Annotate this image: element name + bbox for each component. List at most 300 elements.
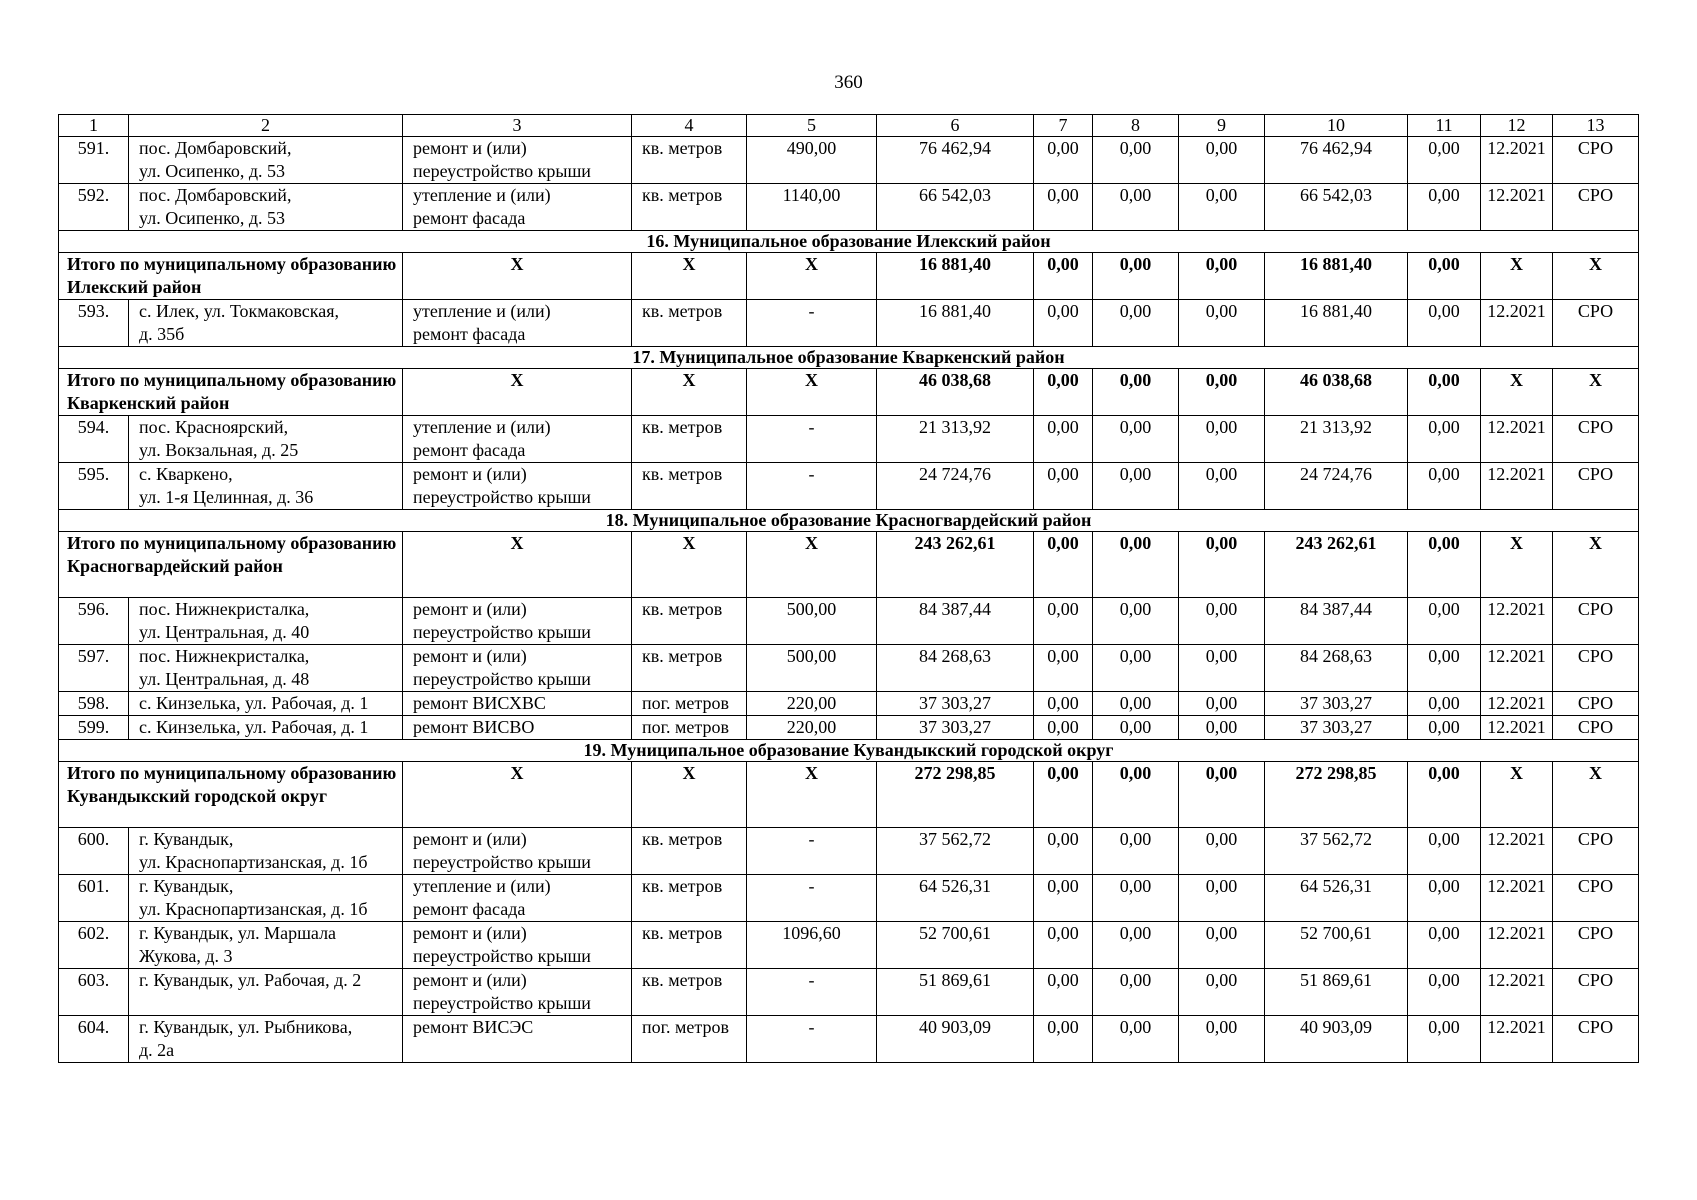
line-1: ремонт ВИСЭС <box>413 1017 534 1037</box>
col8-cell: 0,00 <box>1093 875 1179 922</box>
date-cell: 12.2021 <box>1481 598 1553 645</box>
total-cost-cell: 51 869,61 <box>877 969 1034 1016</box>
code-cell: СРО <box>1553 645 1639 692</box>
line-2: ремонт фасада <box>413 208 526 228</box>
address-cell <box>129 137 403 184</box>
column-header: 1 <box>59 115 129 137</box>
unit-cell: пог. метров <box>632 1016 747 1063</box>
column-header: 12 <box>1481 115 1553 137</box>
quantity-cell: 1096,60 <box>747 922 877 969</box>
column-number-header-row <box>59 115 1639 137</box>
line-1: ремонт и (или) <box>413 464 527 484</box>
date-cell: 12.2021 <box>1481 137 1553 184</box>
row-number: 599. <box>59 716 129 740</box>
col10-cell: 37 303,27 <box>1265 716 1408 740</box>
subtotal-col11: 0,00 <box>1408 762 1481 828</box>
line-1: ремонт ВИСХВС <box>413 693 546 713</box>
code-cell: СРО <box>1553 463 1639 510</box>
subtotal-label: Итого по муниципальному образованию Кваркенский район <box>59 369 403 416</box>
work-type-cell <box>403 416 632 463</box>
line-2: ул. 1-я Целинная, д. 36 <box>139 487 314 507</box>
date-cell: 12.2021 <box>1481 645 1553 692</box>
subtotal-col7: 0,00 <box>1034 253 1093 300</box>
col7-cell: 0,00 <box>1034 1016 1093 1063</box>
col11-cell: 0,00 <box>1408 828 1481 875</box>
code-cell: СРО <box>1553 300 1639 347</box>
col8-cell: 0,00 <box>1093 598 1179 645</box>
col9-cell: 0,00 <box>1179 645 1265 692</box>
total-cost-cell: 21 313,92 <box>877 416 1034 463</box>
total-cost-cell: 37 303,27 <box>877 716 1034 740</box>
line-2: переустройство крыши <box>413 161 591 181</box>
col8-cell: 0,00 <box>1093 645 1179 692</box>
work-type-cell <box>403 463 632 510</box>
unit-cell: кв. метров <box>632 416 747 463</box>
col10-cell: 21 313,92 <box>1265 416 1408 463</box>
x-mark: Х <box>747 253 877 300</box>
row-number: 600. <box>59 828 129 875</box>
subtotal-col11: 0,00 <box>1408 253 1481 300</box>
quantity-cell: - <box>747 875 877 922</box>
x-mark: Х <box>632 369 747 416</box>
x-mark: Х <box>632 253 747 300</box>
address-cell <box>129 692 403 716</box>
line-2: ул. Краснопартизанская, д. 1б <box>139 852 368 872</box>
subtotal-row <box>59 762 1639 828</box>
col8-cell: 0,00 <box>1093 969 1179 1016</box>
date-cell: 12.2021 <box>1481 922 1553 969</box>
address-cell <box>129 598 403 645</box>
column-header: 11 <box>1408 115 1481 137</box>
column-header: 6 <box>877 115 1034 137</box>
subtotal-col8: 0,00 <box>1093 762 1179 828</box>
row-number: 592. <box>59 184 129 231</box>
row-number: 596. <box>59 598 129 645</box>
column-header: 3 <box>403 115 632 137</box>
work-type-cell <box>403 300 632 347</box>
col7-cell: 0,00 <box>1034 922 1093 969</box>
address-cell <box>129 828 403 875</box>
col9-cell: 0,00 <box>1179 969 1265 1016</box>
col8-cell: 0,00 <box>1093 1016 1179 1063</box>
section-title: 18. Муниципальное образование Красногвардейский район <box>59 510 1639 532</box>
subtotal-col9: 0,00 <box>1179 253 1265 300</box>
work-type-cell <box>403 969 632 1016</box>
col7-cell: 0,00 <box>1034 969 1093 1016</box>
col7-cell: 0,00 <box>1034 716 1093 740</box>
address-cell <box>129 922 403 969</box>
code-cell: СРО <box>1553 875 1639 922</box>
row-number: 601. <box>59 875 129 922</box>
quantity-cell: 1140,00 <box>747 184 877 231</box>
date-cell: 12.2021 <box>1481 300 1553 347</box>
line-1: ремонт и (или) <box>413 138 527 158</box>
column-header: 2 <box>129 115 403 137</box>
x-mark: Х <box>1481 253 1553 300</box>
code-cell: СРО <box>1553 969 1639 1016</box>
line-2: д. 2а <box>139 1040 175 1060</box>
date-cell: 12.2021 <box>1481 692 1553 716</box>
x-mark: Х <box>403 369 632 416</box>
unit-cell: пог. метров <box>632 716 747 740</box>
col9-cell: 0,00 <box>1179 463 1265 510</box>
x-mark: Х <box>1553 253 1639 300</box>
address-cell <box>129 463 403 510</box>
col11-cell: 0,00 <box>1408 645 1481 692</box>
total-cost-cell: 16 881,40 <box>877 300 1034 347</box>
table-row <box>59 463 1639 510</box>
subtotal-total: 16 881,40 <box>877 253 1034 300</box>
col7-cell: 0,00 <box>1034 184 1093 231</box>
total-cost-cell: 66 542,03 <box>877 184 1034 231</box>
line-1: утепление и (или) <box>413 185 551 205</box>
col11-cell: 0,00 <box>1408 922 1481 969</box>
col10-cell: 37 303,27 <box>1265 692 1408 716</box>
quantity-cell: - <box>747 828 877 875</box>
total-cost-cell: 76 462,94 <box>877 137 1034 184</box>
quantity-cell: - <box>747 300 877 347</box>
line-1: пос. Домбаровский, <box>139 138 292 158</box>
table-row <box>59 645 1639 692</box>
subtotal-row <box>59 532 1639 598</box>
col10-cell: 52 700,61 <box>1265 922 1408 969</box>
col7-cell: 0,00 <box>1034 875 1093 922</box>
line-2: д. 35б <box>139 324 185 344</box>
work-type-cell <box>403 922 632 969</box>
x-mark: Х <box>1553 369 1639 416</box>
address-cell <box>129 1016 403 1063</box>
line-2: ул. Осипенко, д. 53 <box>139 161 286 181</box>
total-cost-cell: 40 903,09 <box>877 1016 1034 1063</box>
quantity-cell: 500,00 <box>747 645 877 692</box>
col9-cell: 0,00 <box>1179 598 1265 645</box>
table-row <box>59 692 1639 716</box>
work-type-cell <box>403 598 632 645</box>
line-1: с. Кинзелька, ул. Рабочая, д. 1 <box>139 717 369 737</box>
table-row <box>59 300 1639 347</box>
subtotal-col8: 0,00 <box>1093 253 1179 300</box>
subtotal-col10: 272 298,85 <box>1265 762 1408 828</box>
total-cost-cell: 84 387,44 <box>877 598 1034 645</box>
col8-cell: 0,00 <box>1093 463 1179 510</box>
line-2: ул. Центральная, д. 40 <box>139 622 310 642</box>
table-row <box>59 416 1639 463</box>
line-2: ул. Осипенко, д. 53 <box>139 208 286 228</box>
col7-cell: 0,00 <box>1034 598 1093 645</box>
line-1: пос. Красноярский, <box>139 417 289 437</box>
col10-cell: 76 462,94 <box>1265 137 1408 184</box>
line-1: г. Кувандык, <box>139 829 234 849</box>
col8-cell: 0,00 <box>1093 416 1179 463</box>
date-cell: 12.2021 <box>1481 1016 1553 1063</box>
col11-cell: 0,00 <box>1408 969 1481 1016</box>
line-1: ремонт и (или) <box>413 970 527 990</box>
work-type-cell <box>403 875 632 922</box>
address-cell <box>129 184 403 231</box>
x-mark: Х <box>403 532 632 598</box>
col11-cell: 0,00 <box>1408 463 1481 510</box>
work-type-cell <box>403 184 632 231</box>
quantity-cell: - <box>747 463 877 510</box>
x-mark: Х <box>747 369 877 416</box>
section-heading-row <box>59 347 1639 369</box>
date-cell: 12.2021 <box>1481 716 1553 740</box>
column-header: 9 <box>1179 115 1265 137</box>
line-1: с. Кваркено, <box>139 464 233 484</box>
total-cost-cell: 37 562,72 <box>877 828 1034 875</box>
x-mark: Х <box>1481 762 1553 828</box>
subtotal-total: 46 038,68 <box>877 369 1034 416</box>
line-2: переустройство крыши <box>413 669 591 689</box>
unit-cell: пог. метров <box>632 692 747 716</box>
col10-cell: 66 542,03 <box>1265 184 1408 231</box>
subtotal-col9: 0,00 <box>1179 369 1265 416</box>
subtotal-label: Итого по муниципальному образованию Кувандыкский городской округ <box>59 762 403 828</box>
quantity-cell: 490,00 <box>747 137 877 184</box>
subtotal-col10: 46 038,68 <box>1265 369 1408 416</box>
row-number: 604. <box>59 1016 129 1063</box>
work-type-cell <box>403 645 632 692</box>
address-cell <box>129 300 403 347</box>
col8-cell: 0,00 <box>1093 137 1179 184</box>
quantity-cell: 220,00 <box>747 716 877 740</box>
code-cell: СРО <box>1553 184 1639 231</box>
total-cost-cell: 37 303,27 <box>877 692 1034 716</box>
address-cell <box>129 875 403 922</box>
section-title: 16. Муниципальное образование Илекский район <box>59 231 1639 253</box>
row-number: 598. <box>59 692 129 716</box>
line-2: ремонт фасада <box>413 440 526 460</box>
column-header: 10 <box>1265 115 1408 137</box>
date-cell: 12.2021 <box>1481 463 1553 510</box>
col8-cell: 0,00 <box>1093 692 1179 716</box>
unit-cell: кв. метров <box>632 969 747 1016</box>
col8-cell: 0,00 <box>1093 828 1179 875</box>
column-header: 5 <box>747 115 877 137</box>
col11-cell: 0,00 <box>1408 416 1481 463</box>
col7-cell: 0,00 <box>1034 463 1093 510</box>
col9-cell: 0,00 <box>1179 692 1265 716</box>
table-row <box>59 184 1639 231</box>
total-cost-cell: 24 724,76 <box>877 463 1034 510</box>
line-1: с. Кинзелька, ул. Рабочая, д. 1 <box>139 693 369 713</box>
unit-cell: кв. метров <box>632 922 747 969</box>
col7-cell: 0,00 <box>1034 645 1093 692</box>
line-1: с. Илек, ул. Токмаковская, <box>139 301 339 321</box>
line-2: Жукова, д. 3 <box>139 946 233 966</box>
subtotal-col11: 0,00 <box>1408 369 1481 416</box>
col7-cell: 0,00 <box>1034 828 1093 875</box>
line-1: ремонт ВИСВО <box>413 717 535 737</box>
line-2: ул. Краснопартизанская, д. 1б <box>139 899 368 919</box>
row-number: 595. <box>59 463 129 510</box>
col10-cell: 16 881,40 <box>1265 300 1408 347</box>
row-number: 594. <box>59 416 129 463</box>
line-1: г. Кувандык, ул. Маршала <box>139 923 337 943</box>
x-mark: Х <box>1481 369 1553 416</box>
row-number: 603. <box>59 969 129 1016</box>
subtotal-col10: 243 262,61 <box>1265 532 1408 598</box>
section-title: 19. Муниципальное образование Кувандыкский городской округ <box>59 740 1639 762</box>
code-cell: СРО <box>1553 716 1639 740</box>
work-type-cell <box>403 692 632 716</box>
col11-cell: 0,00 <box>1408 692 1481 716</box>
quantity-cell: - <box>747 1016 877 1063</box>
line-2: ул. Вокзальная, д. 25 <box>139 440 299 460</box>
table-row <box>59 137 1639 184</box>
code-cell: СРО <box>1553 416 1639 463</box>
line-1: ремонт и (или) <box>413 829 527 849</box>
row-number: 593. <box>59 300 129 347</box>
x-mark: Х <box>1553 532 1639 598</box>
col10-cell: 84 268,63 <box>1265 645 1408 692</box>
unit-cell: кв. метров <box>632 300 747 347</box>
page-number: 360 <box>834 72 863 93</box>
col7-cell: 0,00 <box>1034 137 1093 184</box>
address-cell <box>129 645 403 692</box>
subtotal-col9: 0,00 <box>1179 532 1265 598</box>
unit-cell: кв. метров <box>632 137 747 184</box>
col11-cell: 0,00 <box>1408 300 1481 347</box>
line-2: переустройство крыши <box>413 993 591 1013</box>
subtotal-col11: 0,00 <box>1408 532 1481 598</box>
col7-cell: 0,00 <box>1034 300 1093 347</box>
col7-cell: 0,00 <box>1034 416 1093 463</box>
column-header: 8 <box>1093 115 1179 137</box>
section-heading-row <box>59 231 1639 253</box>
unit-cell: кв. метров <box>632 598 747 645</box>
subtotal-total: 272 298,85 <box>877 762 1034 828</box>
unit-cell: кв. метров <box>632 875 747 922</box>
line-2: ремонт фасада <box>413 899 526 919</box>
table-row <box>59 828 1639 875</box>
col8-cell: 0,00 <box>1093 922 1179 969</box>
quantity-cell: 220,00 <box>747 692 877 716</box>
line-1: пос. Нижнекристалка, <box>139 646 310 666</box>
line-2: ремонт фасада <box>413 324 526 344</box>
x-mark: Х <box>403 253 632 300</box>
col8-cell: 0,00 <box>1093 716 1179 740</box>
col9-cell: 0,00 <box>1179 922 1265 969</box>
work-type-cell <box>403 1016 632 1063</box>
col9-cell: 0,00 <box>1179 1016 1265 1063</box>
row-number: 591. <box>59 137 129 184</box>
date-cell: 12.2021 <box>1481 969 1553 1016</box>
col11-cell: 0,00 <box>1408 598 1481 645</box>
col9-cell: 0,00 <box>1179 875 1265 922</box>
code-cell: СРО <box>1553 692 1639 716</box>
line-2: переустройство крыши <box>413 487 591 507</box>
col10-cell: 84 387,44 <box>1265 598 1408 645</box>
subtotal-col9: 0,00 <box>1179 762 1265 828</box>
date-cell: 12.2021 <box>1481 875 1553 922</box>
address-cell <box>129 716 403 740</box>
address-cell <box>129 969 403 1016</box>
col11-cell: 0,00 <box>1408 875 1481 922</box>
date-cell: 12.2021 <box>1481 416 1553 463</box>
date-cell: 12.2021 <box>1481 184 1553 231</box>
line-2: переустройство крыши <box>413 622 591 642</box>
date-cell: 12.2021 <box>1481 828 1553 875</box>
subtotal-label: Итого по муниципальному образованию Красногвардейский район <box>59 532 403 598</box>
x-mark: Х <box>747 532 877 598</box>
line-1: утепление и (или) <box>413 876 551 896</box>
code-cell: СРО <box>1553 137 1639 184</box>
address-cell <box>129 416 403 463</box>
section-title: 17. Муниципальное образование Кваркенский район <box>59 347 1639 369</box>
table-row <box>59 922 1639 969</box>
code-cell: СРО <box>1553 922 1639 969</box>
subtotal-label: Итого по муниципальному образованию Илекский район <box>59 253 403 300</box>
section-heading-row <box>59 740 1639 762</box>
line-1: г. Кувандык, ул. Рабочая, д. 2 <box>139 970 362 990</box>
line-2: переустройство крыши <box>413 852 591 872</box>
code-cell: СРО <box>1553 1016 1639 1063</box>
unit-cell: кв. метров <box>632 828 747 875</box>
col10-cell: 37 562,72 <box>1265 828 1408 875</box>
col9-cell: 0,00 <box>1179 716 1265 740</box>
subtotal-col7: 0,00 <box>1034 532 1093 598</box>
table-row <box>59 969 1639 1016</box>
x-mark: Х <box>632 532 747 598</box>
line-1: пос. Домбаровский, <box>139 185 292 205</box>
subtotal-col10: 16 881,40 <box>1265 253 1408 300</box>
code-cell: СРО <box>1553 828 1639 875</box>
col8-cell: 0,00 <box>1093 300 1179 347</box>
col7-cell: 0,00 <box>1034 692 1093 716</box>
line-1: г. Кувандык, ул. Рыбникова, <box>139 1017 353 1037</box>
subtotal-col7: 0,00 <box>1034 762 1093 828</box>
unit-cell: кв. метров <box>632 645 747 692</box>
table-row <box>59 716 1639 740</box>
x-mark: Х <box>1553 762 1639 828</box>
line-1: ремонт и (или) <box>413 923 527 943</box>
unit-cell: кв. метров <box>632 463 747 510</box>
subtotal-col7: 0,00 <box>1034 369 1093 416</box>
section-heading-row <box>59 510 1639 532</box>
row-number: 597. <box>59 645 129 692</box>
subtotal-col8: 0,00 <box>1093 369 1179 416</box>
col8-cell: 0,00 <box>1093 184 1179 231</box>
table-row <box>59 875 1639 922</box>
total-cost-cell: 84 268,63 <box>877 645 1034 692</box>
quantity-cell: - <box>747 969 877 1016</box>
x-mark: Х <box>747 762 877 828</box>
col10-cell: 24 724,76 <box>1265 463 1408 510</box>
col9-cell: 0,00 <box>1179 137 1265 184</box>
col9-cell: 0,00 <box>1179 416 1265 463</box>
unit-cell: кв. метров <box>632 184 747 231</box>
col10-cell: 64 526,31 <box>1265 875 1408 922</box>
col9-cell: 0,00 <box>1179 300 1265 347</box>
x-mark: Х <box>1481 532 1553 598</box>
code-cell: СРО <box>1553 598 1639 645</box>
works-table <box>58 114 1639 1063</box>
col9-cell: 0,00 <box>1179 828 1265 875</box>
line-1: ремонт и (или) <box>413 599 527 619</box>
subtotal-row <box>59 253 1639 300</box>
col11-cell: 0,00 <box>1408 137 1481 184</box>
col10-cell: 40 903,09 <box>1265 1016 1408 1063</box>
subtotal-col8: 0,00 <box>1093 532 1179 598</box>
work-type-cell <box>403 716 632 740</box>
subtotal-row <box>59 369 1639 416</box>
col11-cell: 0,00 <box>1408 1016 1481 1063</box>
line-2: ул. Центральная, д. 48 <box>139 669 310 689</box>
line-1: пос. Нижнекристалка, <box>139 599 310 619</box>
line-1: г. Кувандык, <box>139 876 234 896</box>
total-cost-cell: 52 700,61 <box>877 922 1034 969</box>
